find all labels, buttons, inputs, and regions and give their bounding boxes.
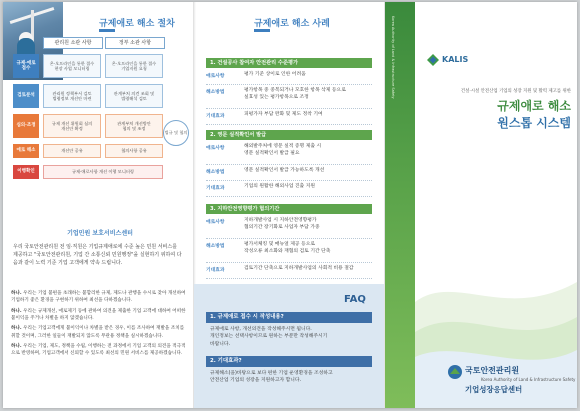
side-note-circle: 법규 및 협의 <box>163 120 189 146</box>
faq-answer: 규제해소(을)바탕으로 보다 편한 기업 운영환경을 조성하고 안전산업 기업의 성장을 지원하고자 합니다. <box>210 371 333 384</box>
case-key: 애로사항 <box>206 146 225 151</box>
pledge-item: 하나. 우리는 기업 불편을 초래하는 불합리한 규제, 제도나 관행을 수시로 찾아 개선하여 기업하기 좋은 환경을 구현하기 위하여 최선을 다하겠습니다. <box>11 291 186 304</box>
case-value: 지하개발사업 시 지하안전영향평가 협의기간 장기화로 사업자 부담 가중 <box>244 218 320 230</box>
case-row <box>206 266 372 279</box>
case-row <box>206 242 372 263</box>
cover-subtitle: 건설·시설 안전산업 기업의 성장 지원 및 활력 제고를 위한 <box>460 89 571 94</box>
case-value: 평가서체킹 및 매뉴얼 제공 등으로 작성오류 최소화와 재협의 검토 기간 단축 <box>244 242 331 254</box>
cover-title-line2: 원스톱 시스템 <box>497 116 571 130</box>
faq-title: FAQ <box>344 294 366 305</box>
case-heading: 2. 영문 실적확인서 발급 <box>206 130 372 140</box>
flow-step-left: 규제·애로사항 개선 이행 모니터링 <box>43 165 163 179</box>
intro-text: 우리 국토안전관리원 전 임·직원은 기업규제애로에 수준 높은 민원 서비스를 제공하고 "국토안전관리원, 기업 간 소통신뢰 민원행정"을 실현하기 위하여 다음과 같이 노력 기준 기업 고객에게 약속 드립니다. <box>13 244 182 266</box>
flow-step-label: 애로 해소 <box>13 144 39 158</box>
case-row <box>206 112 372 125</box>
flow-header-agency: 관리원 소관 사항 <box>43 37 103 49</box>
case-value: 피평가자 부담 완화 및 제도 정착 기여 <box>244 112 323 117</box>
flow-step-right: 협의사항 공유 <box>105 144 163 158</box>
flow-step-right: 관계부처 의견 조회 및 법령해석 검토 <box>105 84 163 108</box>
flow-step-label: 이행확인 <box>13 165 39 179</box>
flow-step-resolve <box>13 144 181 158</box>
green-side-strip <box>385 2 415 408</box>
flow-step-right: 관계부처 개선방안 협의 및 조정 <box>105 114 163 138</box>
flow-step-label: 검토분석 <box>13 84 39 108</box>
case-row <box>206 144 372 165</box>
kalis-logo-icon <box>427 54 439 66</box>
case-key: 해소방법 <box>206 170 225 175</box>
case-row <box>206 72 372 85</box>
case-row <box>206 168 372 181</box>
flow-step-label: 심의·조정 <box>13 114 39 138</box>
center-title: 기업민원 보호서비스센터 <box>67 230 133 237</box>
flow-step-left: 온·오프라인을 통한 접수 현장 사업 모니터링 <box>43 54 101 78</box>
case-value: 평가항목 중 중복되거나 모호한 항목 삭제 등으로 실효성 있는 평가항목으로 조정 <box>244 88 346 100</box>
case-key: 기대효과 <box>206 114 225 119</box>
org-center-name: 기업성장응답센터 <box>465 385 523 394</box>
panel-cover <box>385 2 577 408</box>
pledge-item: 하나. 우리는 규제개선, 애로제기 등에 관하여 의견을 제출한 기업 고객에 대하여 어떠한 불이익을 주거나 차별을 하지 않겠습니다. <box>11 308 186 322</box>
flow-step-left: 규제 개선 위원회 심의 개선안 확정 <box>43 114 101 138</box>
case-key: 애로사항 <box>206 220 225 225</box>
flow-step-deliberation <box>13 114 181 138</box>
case-key: 해소방법 <box>206 244 225 249</box>
flow-step-label: 규제·애로 접수 <box>13 54 39 78</box>
flow-step-verify <box>13 165 181 179</box>
faq-answer: 규제애로 사항, 개선의견을 작성해주시면 됩니다. 개인정보는 선택사항이므로 원하는 부분만 작성해주시기 바랍니다. <box>210 327 328 347</box>
pledge-item: 하나. 우리는 기업, 제도, 정책을 수립, 이행하는 전 과정에서 기업 고객의 의견을 적극적으로 반영하며, 기업고객에서 신뢰할 수 있도록 최선의 민원 서비스를 제공하겠습니다. <box>11 344 186 357</box>
case-value: 영문 실적확인서 발급 가능하도록 개선 <box>244 168 325 173</box>
cases-title: 규제애로 해소 사례 <box>254 19 330 29</box>
org-emblem-icon <box>447 364 463 380</box>
cover-title-line1: 규제애로 해소 <box>497 99 571 113</box>
pledge-item: 하나. 우리는 기업고객에게 불이익이나 차별을 받은 경우, 이를 조사하여 재발을 조치를 취할 것이며, 그러한 일들이 재발되지 않도록 무관용 정책을 실시하겠습니다. <box>11 326 185 339</box>
case-heading: 1. 건설공사 참여자 안전관리 수준평가 <box>206 58 372 68</box>
faq-question: 1. 규제애로 접수 시 작성내용? <box>206 312 372 323</box>
logo-text: KALIS <box>442 55 469 64</box>
panel-cases <box>194 2 385 408</box>
case-key: 애로사항 <box>206 74 225 79</box>
case-value: 기업의 원활한 해외사업 진출 지원 <box>244 184 315 189</box>
case-value: 해외발주처에 영문 실적 증명 제출 시 영문 실적확인서 발급 필요 <box>244 144 322 156</box>
faq-question: 2. 기대효과? <box>206 356 372 367</box>
pledge-list <box>11 290 187 361</box>
flow-step-left: 개선안 공유 <box>43 144 101 158</box>
case-value: 검토기간 단축으로 지하개발사업의 사회적 비용 절감 <box>244 266 354 271</box>
case-row <box>206 88 372 109</box>
brochure <box>3 2 577 408</box>
flow-header-government: 정부 소관 사항 <box>105 37 165 49</box>
procedure-title: 규제애로 해소 절차 <box>99 19 175 29</box>
flow-step-review <box>13 84 181 108</box>
flow-step-left: 관리원 정책부서 검토 법령정보 개선안 마련 <box>43 84 101 108</box>
case-key: 기대효과 <box>206 186 225 191</box>
title-underline <box>99 29 115 32</box>
case-heading: 3. 지하안전영향평가 협의기간 <box>206 204 372 214</box>
case-key: 해소방법 <box>206 90 225 95</box>
flow-step-intake <box>13 54 181 78</box>
title-underline <box>254 29 270 32</box>
case-row <box>206 218 372 239</box>
case-value: 평가 기준 상이로 인한 어려움 <box>244 72 306 77</box>
case-key: 기대효과 <box>206 268 225 273</box>
org-name: 국토안전관리원 <box>465 366 520 375</box>
strip-text: Korea Authority of Land & Infrastructure Safety <box>391 16 395 99</box>
panel-procedure <box>3 2 194 408</box>
flow-step-right: 온·오프라인을 통한 접수 기업지원 요청 <box>105 54 163 78</box>
case-row <box>206 184 372 197</box>
org-english-name: Korea Authority of Land & Infrastructure Safety <box>481 377 576 382</box>
